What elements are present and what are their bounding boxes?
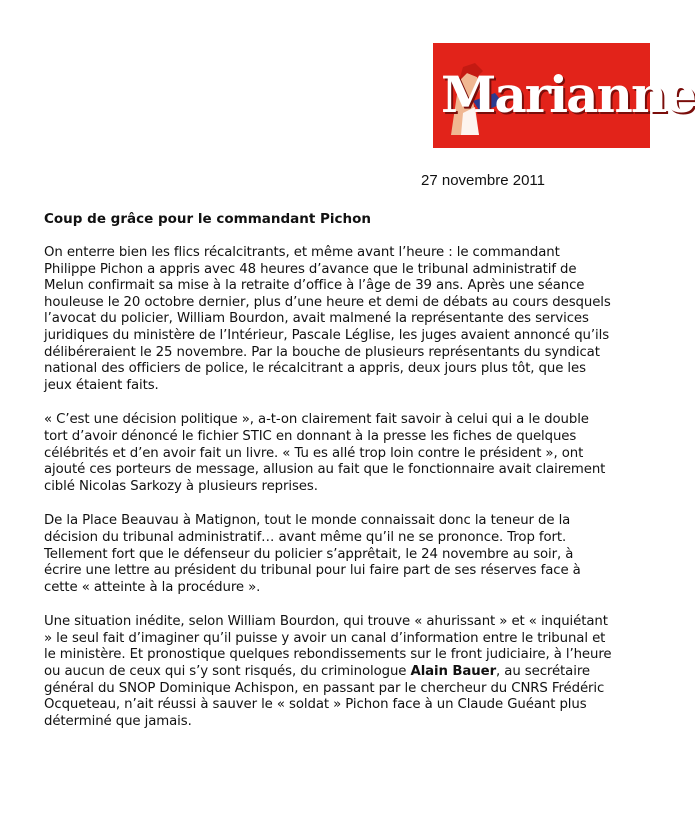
paragraph-4-end: , au secrétaire général du SNOP Dominique Achispon, en passant par le chercheur du CNRS Frédéric Ocqueteau, n’ait réussi à sauver le « soldat » Pichon face à un Claude Guéant plus déterminé que jamais. xyxy=(44,664,605,729)
paragraph-2: « C’est une décision politique », a-t-on clairement fait savoir à celui qui a le double tort d’avoir dénoncé le fichier STIC en donnant à la presse les fiches de quelques célébrités et d’en avoir fait un livre. « Tu es allé trop loin contre le président », ont ajouté ces porteurs de message, allusion au fait que le fonctionnaire avait clairement ciblé Nicolas Sarkozy à plusieurs reprises. xyxy=(44,412,606,494)
article-body xyxy=(44,245,614,748)
paragraph-4 xyxy=(44,614,614,730)
article-title: Coup de grâce pour le commandant Pichon xyxy=(44,211,372,227)
marianne-logo xyxy=(433,43,695,148)
article-date: 27 novembre 2011 xyxy=(421,172,545,189)
alain-bauer-name: Alain Bauer xyxy=(410,664,497,680)
logo-wordmark: Marianne xyxy=(441,65,695,124)
paragraph-3: De la Place Beauvau à Matignon, tout le monde connaissait donc la teneur de la décision du tribunal administratif… avant même qu’il ne se prononce. Trop fort. Tellement fort que le défenseur du policier s’apprêtait, le 24 novembre au soir, à écrire une lettre au président du tribunal pour lui faire part de ses réserves face à cette « atteinte à la procédure ». xyxy=(44,513,581,595)
paragraph-1: On enterre bien les flics récalcitrants, et même avant l’heure : le commandant Philippe Pichon a appris avec 48 heures d’avance que le tribunal administratif de Melun confirmait sa mise à la retraite d’office à l’âge de 39 ans. Après une séance houleuse le 20 octobre dernier, plus d’une heure et demi de débats au cours desquels l’avocat du policier, William Bourdon, avait malmené la représentante des services juridiques du ministère de l’Intérieur, Pascale Léglise, les juges avaient annoncé qu’ils délibéreraient le 25 novembre. Par la bouche de plusieurs représentants du syndicat national des officiers de police, le récalcitrant a appris, deux jours plus tôt, que les jeux étaient faits. xyxy=(44,245,611,393)
paragraph-4-start: Une situation inédite, selon William Bourdon, qui trouve « ahurissant » et « inquiétant » le seul fait d’imaginer qu’il puisse y avoir un canal d’information entre le tribunal et le ministère. Et pronostique quelques rebondissements sur le front judiciaire, à l’heure ou aucun de ceux qui s’y sont risqués, du criminologue xyxy=(44,614,612,680)
